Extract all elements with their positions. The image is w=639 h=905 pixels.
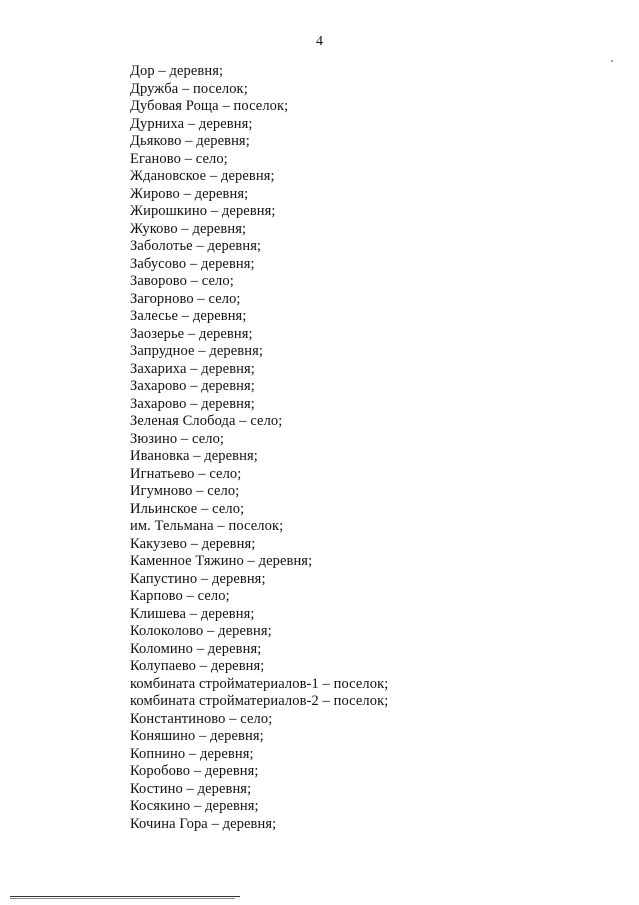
list-item: Игнатьево – село; (130, 465, 242, 482)
list-item: Дубовая Роща – поселок; (130, 98, 289, 114)
list-item: Заболотье – деревня; (130, 238, 262, 254)
settlement-list (130, 63, 388, 833)
list-item: Коняшино – деревня; (130, 728, 264, 744)
list-item: Жуково – деревня; (130, 220, 247, 237)
list-item: Дор – деревня; (130, 63, 224, 79)
list-item: Зюзино – село; (130, 430, 225, 447)
list-item: Коломино – деревня; (130, 640, 262, 657)
list-item: Ждановское – деревня; (130, 168, 275, 184)
list-item: Дружба – поселок; (130, 80, 248, 97)
list-item: Константиново – село; (130, 710, 273, 727)
list-item: Захарово – деревня; (130, 378, 255, 394)
list-item: Ивановка – деревня; (130, 448, 258, 464)
list-item: Заозерье – деревня; (130, 325, 253, 342)
list-item: Клишева – деревня; (130, 605, 255, 622)
list-item: Колупаево – деревня; (130, 658, 265, 674)
list-item: Зеленая Слобода – село; (130, 413, 283, 429)
list-item: комбината стройматериалов-1 – поселок; (130, 675, 389, 692)
list-item: Косякино – деревня; (130, 798, 259, 814)
list-item: Колоколово – деревня; (130, 623, 272, 639)
list-item: Копнино – деревня; (130, 745, 254, 762)
list-item: Капустино – деревня; (130, 570, 266, 587)
list-item: Карпово – село; (130, 588, 230, 604)
list-item: Запрудное – деревня; (130, 343, 263, 359)
page-number: 4 (316, 34, 323, 49)
footnote-divider-shadow (10, 898, 235, 899)
list-item: Загорново – село; (130, 290, 241, 307)
list-item: Захариха – деревня; (130, 360, 255, 377)
list-item: комбината стройматериалов-2 – поселок; (130, 693, 389, 709)
list-item: Дьяково – деревня; (130, 133, 250, 149)
scan-speck (611, 60, 613, 62)
list-item: Заворово – село; (130, 273, 234, 289)
list-item: Жирошкино – деревня; (130, 203, 276, 219)
list-item: Ильинское – село; (130, 500, 245, 517)
list-item: Коробово – деревня; (130, 763, 259, 779)
list-item: Кочина Гора – деревня; (130, 815, 277, 832)
list-item: Костино – деревня; (130, 780, 252, 797)
list-item: Залесье – деревня; (130, 308, 247, 324)
list-item: Какузево – деревня; (130, 535, 256, 552)
footnote-divider (10, 896, 240, 897)
list-item: им. Тельмана – поселок; (130, 518, 284, 534)
list-item: Каменное Тяжино – деревня; (130, 553, 313, 569)
list-item: Жирово – деревня; (130, 185, 249, 202)
list-item: Захарово – деревня; (130, 395, 255, 412)
list-item: Забусово – деревня; (130, 255, 255, 272)
list-item: Игумново – село; (130, 483, 240, 499)
list-item: Еганово – село; (130, 150, 228, 167)
list-item: Дурниха – деревня; (130, 115, 253, 132)
